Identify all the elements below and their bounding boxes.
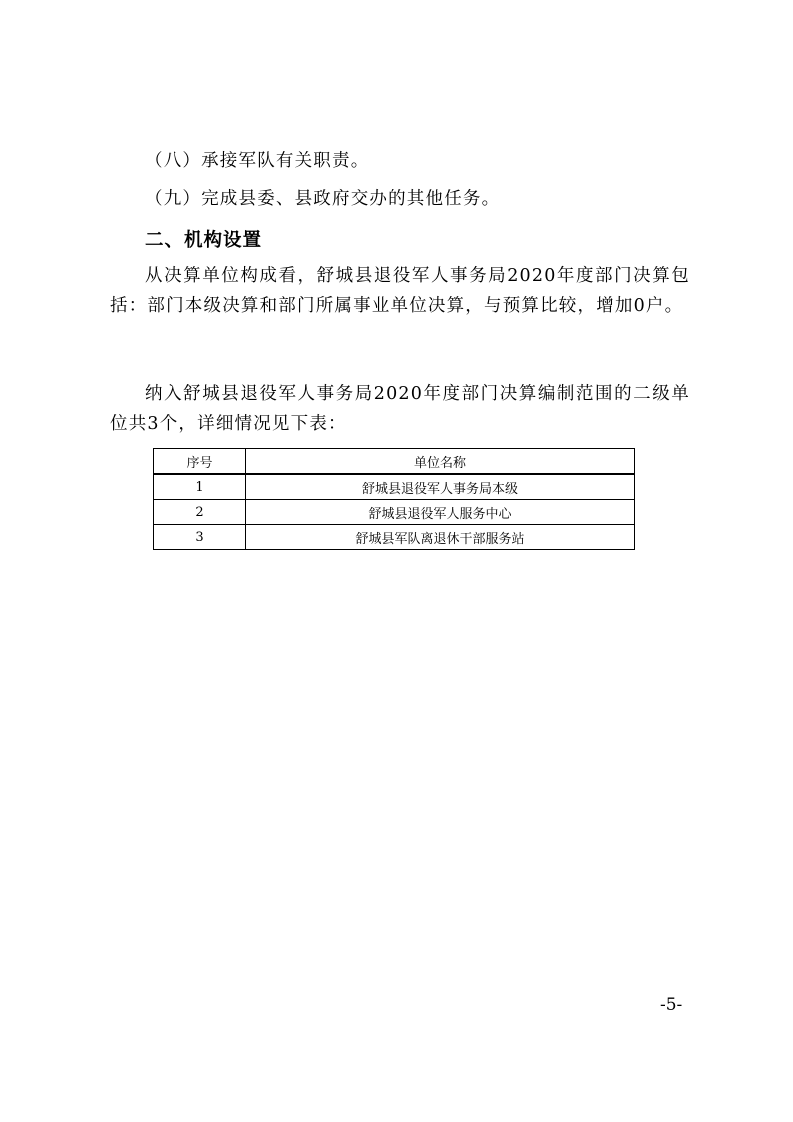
seq-cell: 3	[154, 525, 246, 550]
table-header-row	[154, 449, 635, 475]
unit-name-cell: 舒城县军队离退休干部服务站	[246, 525, 635, 550]
section-heading: 二、机构设置	[145, 230, 263, 251]
paragraph-composition: 从决算单位构成看，舒城县退役军人事务局2020年度部门决算包括：部门本级决算和部门所属事业单位决算，与预算比较，增加0户。	[110, 266, 690, 316]
page-number: -5-	[660, 995, 683, 1015]
seq-cell: 1	[154, 474, 246, 500]
table-row	[154, 474, 635, 500]
header-unit-name: 单位名称	[246, 449, 635, 475]
table-row	[154, 500, 635, 525]
seq-cell: 2	[154, 500, 246, 525]
item-8: （八）承接军队有关职责。	[145, 151, 370, 171]
table-row	[154, 525, 635, 550]
paragraph-scope: 纳入舒城县退役军人事务局2020年度部门决算编制范围的二级单位共3个，详细情况见下表：	[110, 384, 690, 434]
unit-name-cell: 舒城县退役军人事务局本级	[246, 474, 635, 500]
units-table	[153, 448, 635, 550]
unit-name-cell: 舒城县退役军人服务中心	[246, 500, 635, 525]
header-seq: 序号	[154, 449, 246, 475]
item-9: （九）完成县委、县政府交办的其他任务。	[145, 189, 501, 209]
